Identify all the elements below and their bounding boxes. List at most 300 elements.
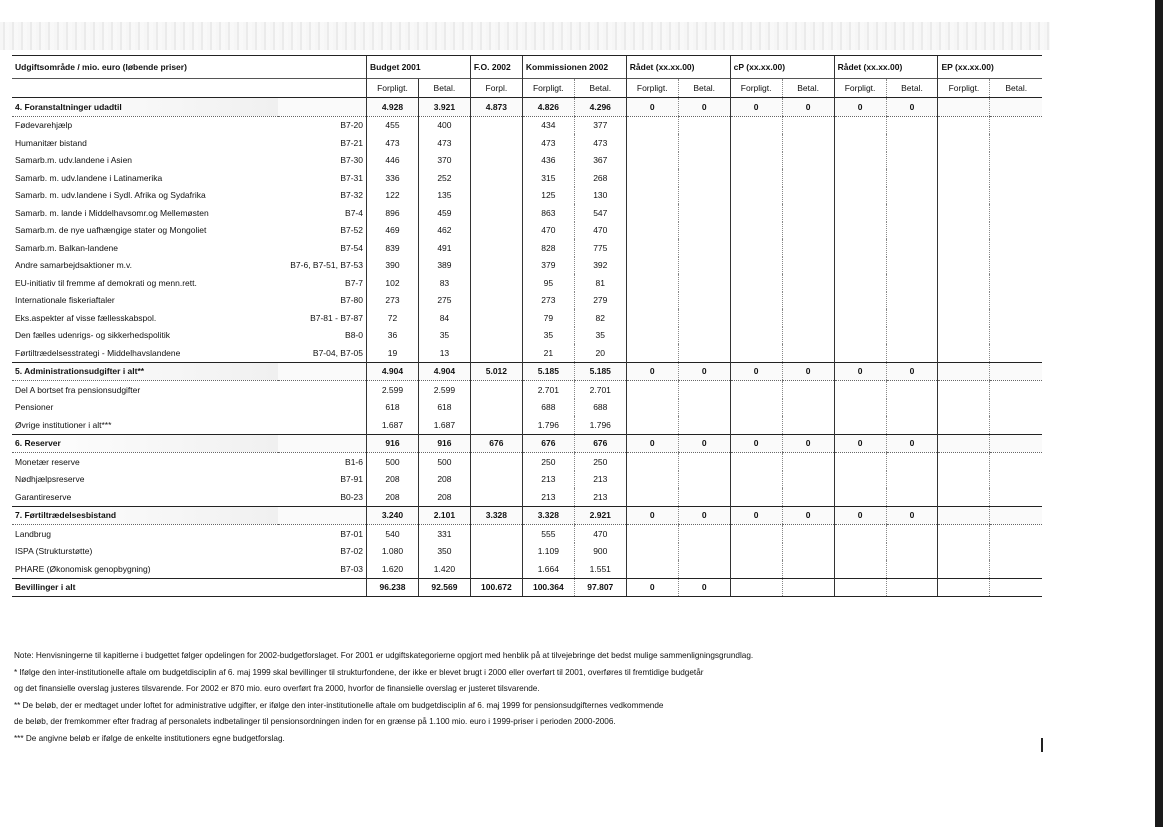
value-cell [834,116,886,134]
value-cell [938,116,990,134]
value-cell [626,257,678,275]
value-cell [678,204,730,222]
value-cell [730,239,782,257]
value-cell [834,381,886,399]
value-cell: 0 [782,362,834,381]
sub-header: Forpligt. [626,79,678,98]
value-cell: 35 [418,327,470,345]
value-cell: 36 [367,327,419,345]
footnote-line: ** De beløb, der er medtaget under loftet for administrative udgifter, er ifølge den inter-institutionelle aftale om budgetdisciplin af 6. maj 1999 for pensionsudgifternes vedkommende [14,700,664,710]
value-cell [886,116,938,134]
budget-line-code: B7-52 [340,225,363,236]
value-cell: 0 [678,506,730,525]
value-cell [990,187,1042,205]
value-cell [886,222,938,240]
value-cell: 0 [730,434,782,453]
value-cell: 213 [522,471,574,489]
value-cell [834,453,886,471]
value-cell [678,488,730,506]
value-cell: 19 [367,344,419,362]
value-cell [678,560,730,578]
value-cell [834,239,886,257]
value-cell [730,471,782,489]
value-cell: 0 [626,578,678,597]
table-row [12,416,1042,434]
budget-line-code: B7-4 [345,207,363,218]
value-cell [938,204,990,222]
value-cell: 434 [522,116,574,134]
value-cell [834,344,886,362]
value-cell [990,257,1042,275]
value-cell [782,274,834,292]
value-cell: 389 [418,257,470,275]
value-cell [678,543,730,561]
value-cell [834,274,886,292]
budget-line-code: B7-01 [340,528,363,539]
value-cell [990,453,1042,471]
value-cell [886,292,938,310]
value-cell: 500 [418,453,470,471]
value-cell: 0 [834,98,886,117]
value-cell: 102 [367,274,419,292]
value-cell [990,381,1042,399]
value-cell [782,309,834,327]
value-cell: 1.551 [574,560,626,578]
row-label: Andre samarbejdsaktioner m.v. [15,260,133,271]
row-label: 6. Reserver [12,434,278,453]
value-cell [990,362,1042,381]
value-cell [938,187,990,205]
value-cell [782,116,834,134]
value-cell [938,434,990,453]
total-row [12,578,1042,597]
value-cell [990,416,1042,434]
value-cell: 72 [367,309,419,327]
row-label: EU-initiativ til fremme af demokrati og menn.rett. [15,277,197,288]
budget-line-code: B1-6 [345,456,363,467]
budget-line-code: B7-6, B7-51, B7-53 [290,260,363,271]
table-row [12,525,1042,543]
value-cell: 436 [522,152,574,170]
value-cell [730,327,782,345]
value-cell [730,488,782,506]
budget-line-code: B7-20 [340,120,363,131]
margin-mark [1041,738,1043,752]
value-cell: 79 [522,309,574,327]
value-cell [470,152,522,170]
col-kommissionen-2002: Kommissionen 2002 [522,56,626,79]
table-row [12,116,1042,134]
value-cell: 3.921 [418,98,470,117]
value-cell: 4.826 [522,98,574,117]
value-cell [990,525,1042,543]
value-cell [626,222,678,240]
budget-line-code [278,362,367,381]
value-cell [626,560,678,578]
value-cell [470,116,522,134]
budget-table [12,55,1042,597]
value-cell [678,525,730,543]
value-cell: 390 [367,257,419,275]
value-cell [938,344,990,362]
header-row [12,56,1042,79]
value-cell [886,327,938,345]
value-cell [678,309,730,327]
value-cell [990,239,1042,257]
value-cell: 469 [367,222,419,240]
value-cell [886,309,938,327]
value-cell: 4.296 [574,98,626,117]
value-cell [626,344,678,362]
value-cell [886,274,938,292]
value-cell: 208 [418,488,470,506]
value-cell [626,399,678,417]
value-cell: 250 [574,453,626,471]
value-cell [886,204,938,222]
value-cell [470,257,522,275]
value-cell: 500 [367,453,419,471]
sub-header: Forpl. [470,79,522,98]
value-cell: 400 [418,116,470,134]
value-cell [626,239,678,257]
budget-line-code: B0-23 [340,491,363,502]
value-cell: 470 [522,222,574,240]
table-row [12,309,1042,327]
value-cell [626,327,678,345]
value-cell [470,239,522,257]
value-cell [990,560,1042,578]
sub-header: Betal. [782,79,834,98]
value-cell: 213 [522,488,574,506]
budget-line-code: B8-0 [345,330,363,341]
value-cell: 83 [418,274,470,292]
value-cell [626,381,678,399]
value-cell: 1.796 [522,416,574,434]
row-label: 7. Førtiltrædelsesbistand [12,506,278,525]
value-cell [782,152,834,170]
value-cell: 2.599 [418,381,470,399]
table-row [12,453,1042,471]
value-cell [626,134,678,152]
value-cell [990,116,1042,134]
value-cell: 2.701 [522,381,574,399]
value-cell [834,204,886,222]
value-cell [834,134,886,152]
value-cell [782,257,834,275]
row-label: Øvrige institutioner i alt*** [15,419,112,430]
row-label: Eks.aspekter af visse fællesskabspol. [15,312,157,323]
value-cell [886,560,938,578]
row-label: Monetær reserve [15,456,80,467]
value-cell [834,222,886,240]
value-cell: 618 [367,399,419,417]
value-cell: 2.701 [574,381,626,399]
value-cell [470,399,522,417]
value-cell [782,416,834,434]
value-cell: 3.328 [522,506,574,525]
value-cell [834,471,886,489]
value-cell [938,274,990,292]
value-cell: 688 [574,399,626,417]
value-cell [938,506,990,525]
value-cell [782,134,834,152]
value-cell [938,525,990,543]
value-cell: 35 [522,327,574,345]
value-cell: 916 [418,434,470,453]
row-label: Garantireserve [15,491,72,502]
value-cell: 92.569 [418,578,470,597]
col-budget-2001: Budget 2001 [367,56,471,79]
value-cell [938,578,990,597]
header-title: Udgiftsområde / mio. euro (løbende priser) [12,56,278,79]
value-cell: 273 [367,292,419,310]
value-cell [678,399,730,417]
value-cell [730,560,782,578]
row-label: Internationale fiskeriaftaler [15,295,115,306]
value-cell [678,152,730,170]
value-cell [470,309,522,327]
value-cell: 676 [522,434,574,453]
section-row [12,434,1042,453]
value-cell [938,98,990,117]
row-label: ISPA (Strukturstøtte) [15,546,93,557]
value-cell: 0 [886,506,938,525]
table-row [12,239,1042,257]
value-cell [782,204,834,222]
value-cell: 547 [574,204,626,222]
value-cell [782,399,834,417]
table-row [12,471,1042,489]
value-cell: 0 [678,98,730,117]
value-cell: 1.687 [418,416,470,434]
value-cell [626,204,678,222]
budget-line-code: B7-31 [340,172,363,183]
value-cell [834,560,886,578]
value-cell [730,257,782,275]
value-cell [938,453,990,471]
table-row [12,134,1042,152]
value-cell: 0 [730,98,782,117]
value-cell [990,309,1042,327]
sub-header: Betal. [886,79,938,98]
value-cell: 377 [574,116,626,134]
value-cell: 1.080 [367,543,419,561]
value-cell [886,416,938,434]
footnote-line: Note: Henvisningerne til kapitlerne i budgettet følger opdelingen for 2002-budgetforslaget. For 2001 er udgiftskategorierne opgjort med henblik på at tilvejebringe det bedst mulige sammenligningsgrundlag. [14,651,754,660]
value-cell: 4.904 [418,362,470,381]
row-label: Samarb. m. udv.landene i Latinamerika [15,172,163,183]
value-cell [990,543,1042,561]
value-cell [678,257,730,275]
value-cell [886,525,938,543]
sub-header: Betal. [574,79,626,98]
value-cell: 97.807 [574,578,626,597]
value-cell [626,292,678,310]
row-label: Humanitær bistand [15,137,87,148]
table-row [12,543,1042,561]
value-cell [834,169,886,187]
value-cell [470,292,522,310]
value-cell: 839 [367,239,419,257]
value-cell: 95 [522,274,574,292]
value-cell [730,416,782,434]
value-cell: 125 [522,187,574,205]
value-cell [730,543,782,561]
value-cell [938,327,990,345]
value-cell [990,399,1042,417]
value-cell [834,543,886,561]
value-cell: 0 [730,506,782,525]
sub-header: Forpligt. [938,79,990,98]
value-cell: 0 [782,98,834,117]
value-cell: 470 [574,525,626,543]
value-cell [886,488,938,506]
value-cell [626,453,678,471]
table-row [12,187,1042,205]
value-cell [470,187,522,205]
table-row [12,222,1042,240]
value-cell: 459 [418,204,470,222]
value-cell [886,344,938,362]
value-cell [730,381,782,399]
value-cell [626,488,678,506]
value-cell: 916 [367,434,419,453]
value-cell: 2.921 [574,506,626,525]
value-cell [990,434,1042,453]
value-cell [626,309,678,327]
value-cell [782,381,834,399]
value-cell: 618 [418,399,470,417]
value-cell: 350 [418,543,470,561]
value-cell: 213 [574,488,626,506]
value-cell: 81 [574,274,626,292]
row-label: Førtiltrædelsesstrategi - Middelhavslandene [15,347,181,358]
value-cell: 473 [574,134,626,152]
sub-header: Betal. [990,79,1042,98]
value-cell: 1.687 [367,416,419,434]
value-cell: 331 [418,525,470,543]
value-cell [782,327,834,345]
value-cell [470,169,522,187]
value-cell: 5.185 [574,362,626,381]
sub-header: Betal. [678,79,730,98]
value-cell [886,134,938,152]
value-cell [730,344,782,362]
value-cell [782,169,834,187]
value-cell [834,488,886,506]
value-cell: 828 [522,239,574,257]
value-cell [782,471,834,489]
value-cell: 896 [367,204,419,222]
section-row [12,98,1042,117]
footnote-line: *** De angivne beløb er ifølge de enkelte institutioners egne budgetforslag. [14,733,285,743]
value-cell [938,399,990,417]
value-cell [470,543,522,561]
value-cell [730,274,782,292]
value-cell [990,506,1042,525]
value-cell [990,327,1042,345]
value-cell: 0 [678,362,730,381]
value-cell [886,471,938,489]
value-cell [938,309,990,327]
value-cell [990,152,1042,170]
budget-line-code [278,98,367,117]
value-cell [834,257,886,275]
value-cell [782,222,834,240]
value-cell: 1.620 [367,560,419,578]
value-cell: 4.904 [367,362,419,381]
value-cell [678,416,730,434]
value-cell [470,204,522,222]
budget-line-code: B7-04, B7-05 [312,347,363,358]
value-cell: 13 [418,344,470,362]
value-cell [730,152,782,170]
table-row [12,274,1042,292]
value-cell [782,344,834,362]
value-cell: 0 [834,434,886,453]
value-cell [626,274,678,292]
footnote-line: og det finansielle overslag justeres tilsvarende. For 2002 er 870 mio. euro overført fra 2000, hvorfor de finansielle overslag er justeret tilsvarende. [14,684,540,694]
value-cell [886,257,938,275]
value-cell [730,525,782,543]
value-cell: 863 [522,204,574,222]
value-cell: 100.364 [522,578,574,597]
value-cell: 0 [626,434,678,453]
value-cell [782,525,834,543]
row-label: Samarb. m. lande i Middelhavsomr.og Mellemøsten [15,207,209,218]
budget-line-code: B7-81 - B7-87 [310,312,363,323]
footnotes [14,648,1034,748]
row-label: 5. Administrationsudgifter i alt** [12,362,278,381]
value-cell [470,471,522,489]
table-row [12,381,1042,399]
value-cell: 1.796 [574,416,626,434]
value-cell: 315 [522,169,574,187]
value-cell [834,152,886,170]
value-cell: 96.238 [367,578,419,597]
table-row [12,292,1042,310]
value-cell [782,578,834,597]
table-row [12,488,1042,506]
value-cell: 392 [574,257,626,275]
value-cell: 35 [574,327,626,345]
value-cell [834,416,886,434]
value-cell [990,274,1042,292]
row-label: Fødevarehjælp [15,120,73,131]
value-cell: 0 [782,506,834,525]
value-cell [938,257,990,275]
value-cell [990,488,1042,506]
value-cell [626,187,678,205]
value-cell [730,399,782,417]
value-cell [938,222,990,240]
value-cell [470,416,522,434]
value-cell [678,292,730,310]
sub-header: Forpligt. [834,79,886,98]
value-cell [626,525,678,543]
value-cell [678,116,730,134]
value-cell [470,274,522,292]
value-cell [782,543,834,561]
value-cell [470,488,522,506]
value-cell [678,169,730,187]
value-cell: 213 [574,471,626,489]
value-cell [626,543,678,561]
value-cell [470,453,522,471]
value-cell: 20 [574,344,626,362]
value-cell [990,344,1042,362]
value-cell: 3.240 [367,506,419,525]
